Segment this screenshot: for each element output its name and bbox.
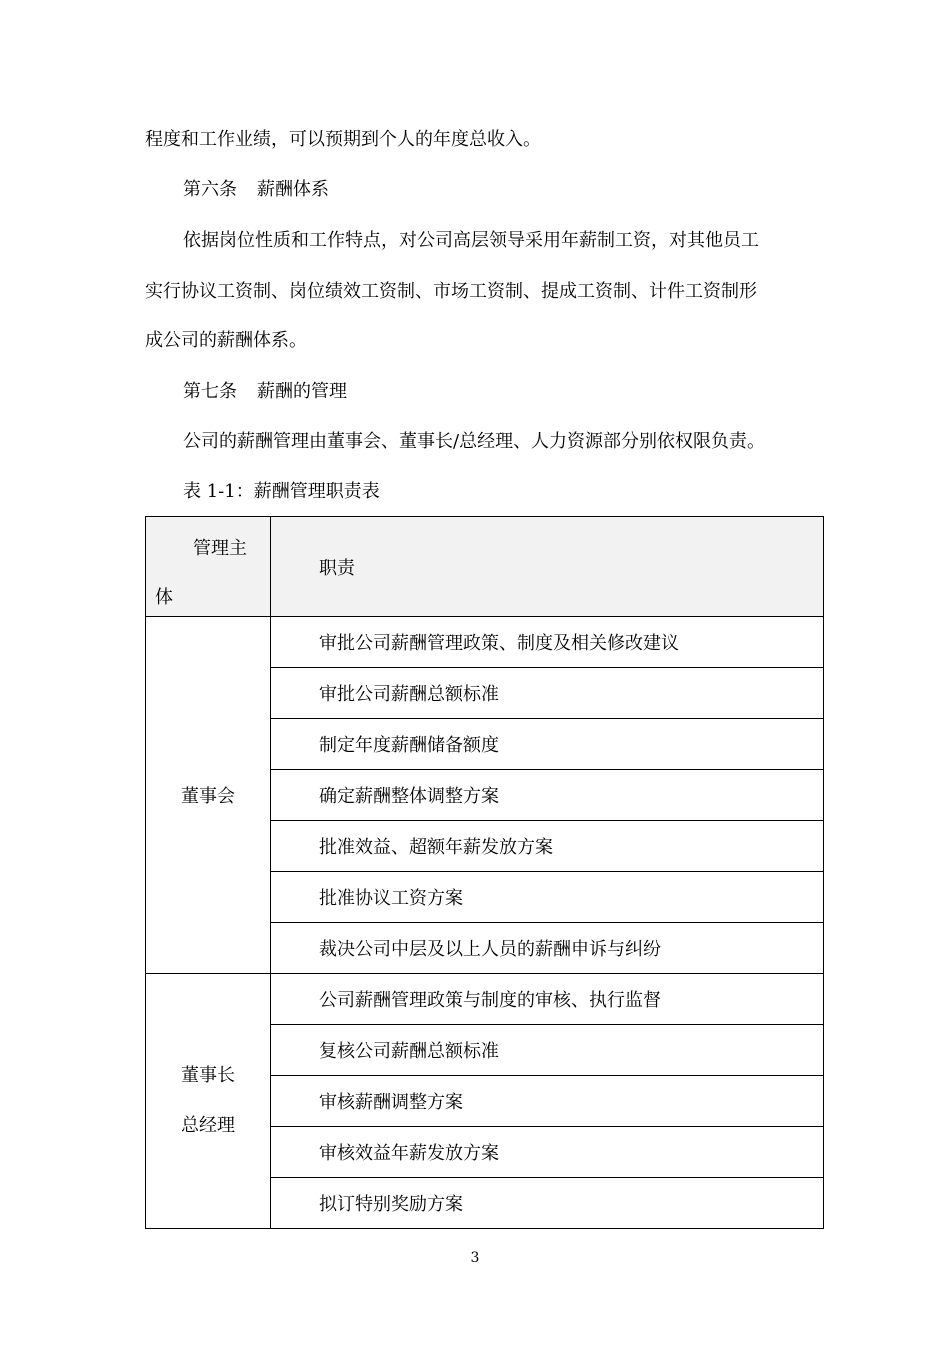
table-row xyxy=(146,617,824,668)
article-7-number: 第七条 xyxy=(183,381,237,402)
page-number: 3 xyxy=(470,1250,480,1266)
salary-duty-table xyxy=(145,516,824,1229)
duty-cell: 拟订特别奖励方案 xyxy=(271,1178,824,1229)
header-subject-text: 管理主 xyxy=(193,538,247,559)
subject-line: 总经理 xyxy=(181,1115,235,1136)
duty-cell: 制定年度薪酬储备额度 xyxy=(271,719,824,770)
table-header-row xyxy=(146,517,824,617)
article-6-title: 薪酬体系 xyxy=(257,179,329,200)
subject-board: 董事会 xyxy=(146,617,271,974)
paragraph-line: 实行协议工资制、岗位绩效工资制、市场工资制、提成工资制、计件工资制形 xyxy=(145,281,757,302)
duty-cell: 审核薪酬调整方案 xyxy=(271,1076,824,1127)
paragraph-continuation: 程度和工作业绩，可以预期到个人的年度总收入。 xyxy=(145,129,541,150)
header-subject-cell xyxy=(146,517,271,617)
duty-cell: 批准协议工资方案 xyxy=(271,872,824,923)
article-6-heading xyxy=(183,178,329,202)
duty-cell: 复核公司薪酬总额标准 xyxy=(271,1025,824,1076)
paragraph-line: 公司的薪酬管理由董事会、董事长/总经理、人力资源部分别依权限负责。 xyxy=(183,431,766,452)
table-row xyxy=(146,974,824,1025)
article-6-number: 第六条 xyxy=(183,179,237,200)
subject-chairman-gm xyxy=(146,974,271,1229)
duty-cell: 审批公司薪酬总额标准 xyxy=(271,668,824,719)
paragraph-line: 依据岗位性质和工作特点，对公司高层领导采用年薪制工资，对其他员工 xyxy=(183,230,759,251)
duty-cell: 批准效益、超额年薪发放方案 xyxy=(271,821,824,872)
header-subject-text-wrap: 体 xyxy=(155,587,173,608)
duty-cell: 公司薪酬管理政策与制度的审核、执行监督 xyxy=(271,974,824,1025)
header-duty-cell: 职责 xyxy=(271,517,824,617)
article-7-heading xyxy=(183,380,347,404)
paragraph-line: 成公司的薪酬体系。 xyxy=(145,330,307,351)
duty-cell: 裁决公司中层及以上人员的薪酬申诉与纠纷 xyxy=(271,923,824,974)
article-7-title: 薪酬的管理 xyxy=(257,381,347,402)
duty-cell: 确定薪酬整体调整方案 xyxy=(271,770,824,821)
duty-cell: 审核效益年薪发放方案 xyxy=(271,1127,824,1178)
table-caption: 表 1-1：薪酬管理职责表 xyxy=(183,481,380,502)
subject-line: 董事长 xyxy=(181,1065,235,1086)
duty-cell: 审批公司薪酬管理政策、制度及相关修改建议 xyxy=(271,617,824,668)
